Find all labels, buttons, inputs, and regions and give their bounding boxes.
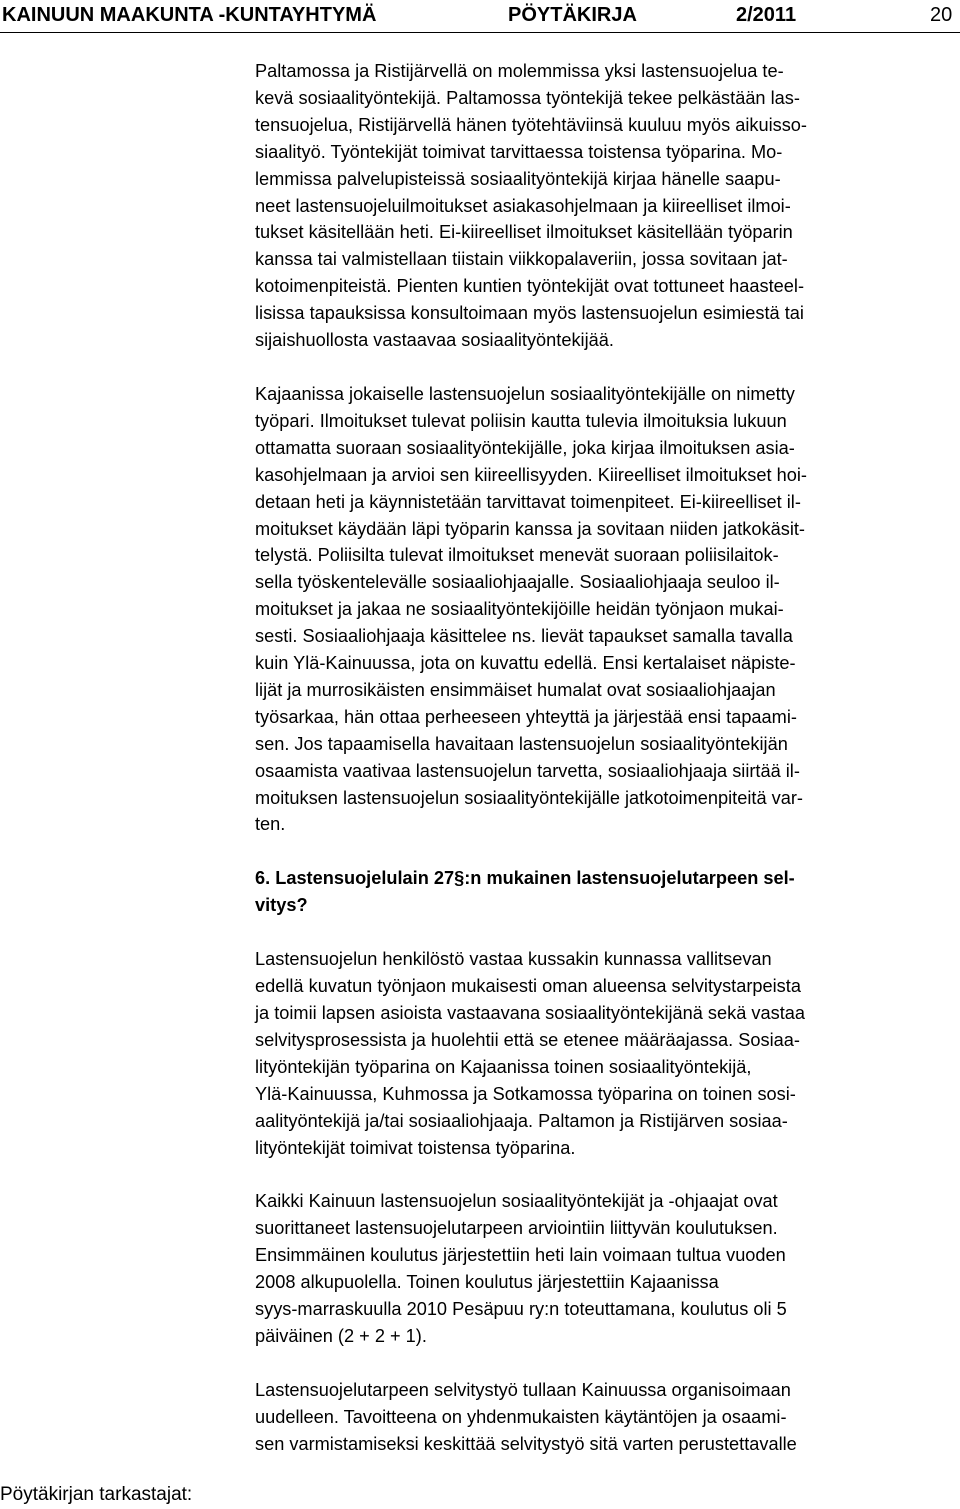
document-body [255, 58, 955, 1458]
document-number: 2/2011 [736, 4, 797, 26]
section-heading: 6. Lastensuojelulain 27§:n mukainen lastensuojelutarpeen sel- vitys? [255, 868, 795, 916]
paragraph: Paltamossa ja Ristijärvellä on molemmissa yksi lastensuojelua te- kevä sosiaalityöntekijä. Paltamossa työntekijä tekee pelkästään las- tensuojelua, Ristijärvellä hänen työtehtäviinsä kuuluu myös aikuisso- siaalityö. Työntekijät toimivat tarvittaessa toistensa työparina. Mo- lemmissa palvelupisteissä sosiaalityöntekijä kirjaa hänelle saapu- neet lastensuojeluilmoitukset asiakasohjelmaan ja kiireelliset ilmoi- tukset käsitellään heti. Ei-kiireelliset ilmoitukset käsitellään työparin kanssa tai valmistellaan tiistain viikkopalaveriin, jossa sovitaan jat- kotoimenpiteistä. Pienten kuntien työntekijät ovat tottuneet haasteel- lisissa tapauksissa konsultoimaan myös lastensuojelun esimiestä tai sijaishuollosta vastaavaa sosiaalityöntekijää. [255, 61, 807, 351]
footer-reviewers-label: Pöytäkirjan tarkastajat: [0, 1484, 193, 1505]
page-header [0, 0, 960, 30]
paragraph: Kajaanissa jokaiselle lastensuojelun sosiaalityöntekijälle on nimetty työpari. Ilmoitukset tulevat poliisin kautta tulevia ilmoituksia lukuun ottamatta suoraan sosiaalityöntekijälle, joka kirjaa ilmoituksen asia- kasohjelmaan ja arvioi sen kiireellisyyden. Kiireelliset ilmoitukset hoi- detaan heti ja käynnistetään tarvittavat toimenpiteet. Ei-kiireelliset il- moitukset käydään läpi työparin kanssa ja sovitaan niiden jatkokäsit- telystä. Poliisilta tulevat ilmoitukset menevät suoraan poliisilaitok- sella työskentelevälle sosiaaliohjaajalle. Sosiaaliohjaaja seuloo il- moitukset ja jakaa ne sosiaalityöntekijöille heidän työnjaon mukai- sesti. Sosiaaliohjaaja käsittelee ns. lievät tapaukset samalla tavalla kuin Ylä-Kainuussa, jota on kuvattu edellä. Ensi kertalaiset näpiste- lijät ja murrosikäisten ensimmäiset humalat ovat sosiaaliohjaajan työsarkaa, hän ottaa perheeseen yhteyttä ja järjestää ensi tapaami- sen. Jos tapaamisella havaitaan lastensuojelun sosiaalityöntekijän osaamista vaativaa lastensuojelun tarvetta, sosiaaliohjaaja siirtää il- moituksen lastensuojelun sosiaalityöntekijälle jatkotoimenpiteitä var- ten. [255, 383, 807, 835]
header-rule [0, 32, 960, 33]
page-number: 20 [930, 4, 953, 26]
document-type: PÖYTÄKIRJA [508, 4, 637, 26]
paragraph: Lastensuojelun henkilöstö vastaa kussakin kunnassa vallitsevan edellä kuvatun työnjaon mukaisesti oman alueensa selvitystarpeista ja toimii lapsen asioista vastaavana sosiaalityöntekijänä sekä vastaa selvitysprosessista ja huolehtii että se etenee määräajassa. Sosiaa- lityöntekijän työparina on Kajaanissa toinen sosiaalityöntekijä, Ylä-Kainuussa, Kuhmossa ja Sotkamossa työparina on toinen sosi- aalityöntekijä ja/tai sosiaaliohjaaja. Paltamon ja Ristijärven sosiaa- lityöntekijät toimivat toistensa työparina. [255, 949, 805, 1158]
paragraph: Kaikki Kainuun lastensuojelun sosiaalityöntekijät ja -ohjaajat ovat suorittaneet lastensuojelutarpeen arviointiin liittyvän koulutuksen. Ensimmäinen koulutus järjestettiin heti lain voimaan tultua vuoden 2008 alkupuolella. Toinen koulutus järjestettiin Kajaanissa syys-marraskuulla 2010 Pesäpuu ry:n toteuttamana, koulutus oli 5 päiväinen (2 + 2 + 1). [255, 1191, 787, 1346]
organization-name: KAINUUN MAAKUNTA -KUNTAYHTYMÄ [2, 4, 377, 26]
paragraph: Lastensuojelutarpeen selvitystyö tullaan Kainuussa organisoimaan uudelleen. Tavoitteena on yhdenmukaisten käytäntöjen ja osaami- sen varmistamiseksi keskittää selvitystyö sitä varten perustettavalle [255, 1379, 797, 1454]
